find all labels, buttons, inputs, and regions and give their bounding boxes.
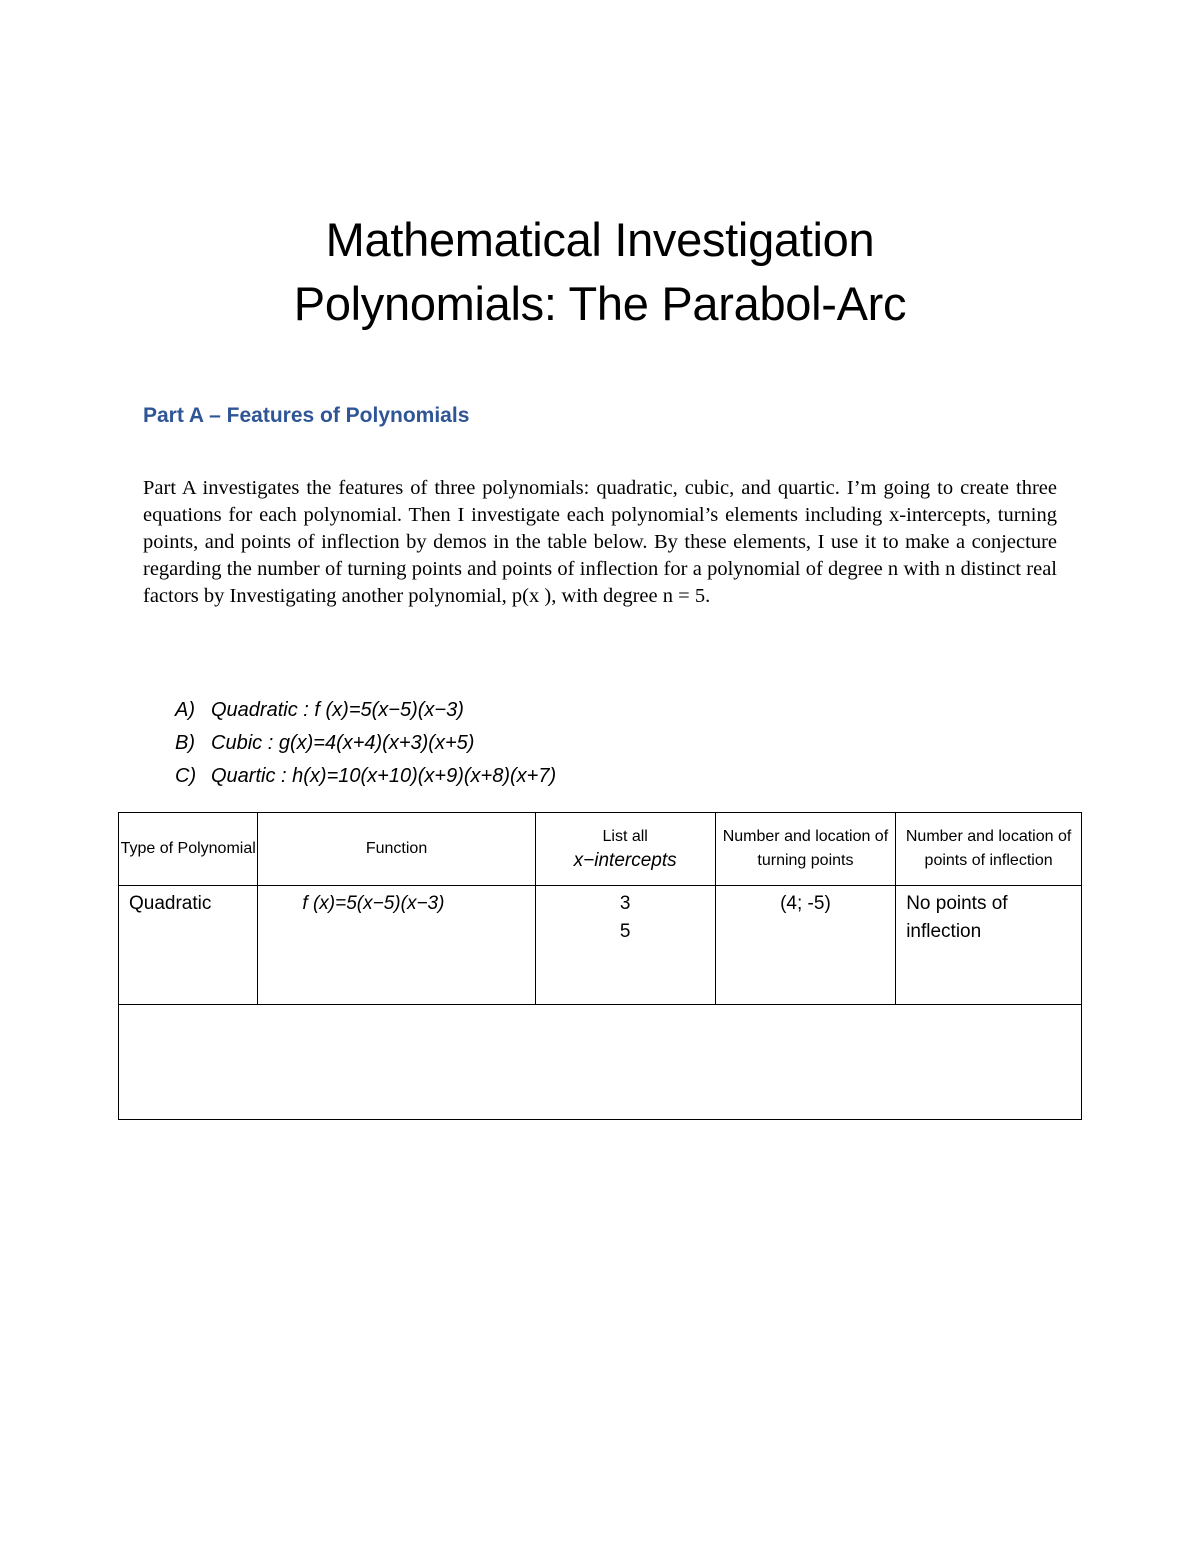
function-name: Quartic (211, 765, 276, 787)
empty-cell (119, 1005, 1082, 1120)
function-name: Quadratic (211, 699, 298, 721)
function-expression: : h(x)=10(x+10)(x+9)(x+8)(x+7) (281, 765, 557, 787)
x-intercept-value: 3 (619, 893, 631, 914)
features-table (118, 812, 1082, 1120)
intro-paragraph: Part A investigates the features of three polynomials: quadratic, cubic, and quartic. I’m going to create three equations for each polynomial. Then I investigate each polynomial’s elements including x-intercepts, turning points, and points of inflection by demos in the table below. By these elements, I use it to make a conjecture regarding the number of turning points and points of inflection for a polynomial of degree n with n distinct real factors by Investigating another polynomial, p(x ), with degree n = 5. (143, 477, 1057, 607)
cell-inflection: No points of inflection (896, 886, 1082, 1005)
header-list-all: List all (602, 827, 648, 845)
document-title (0, 208, 1200, 336)
cell-x-intercepts (535, 886, 715, 1005)
function-expression: : g(x)=4(x+4)(x+3)(x+5) (267, 732, 475, 754)
function-letter: C) (175, 765, 197, 787)
title-line-2: Polynomials: The Parabol-Arc (293, 277, 907, 330)
title-line-1: Mathematical Investigation (325, 213, 875, 266)
function-name: Cubic (211, 732, 263, 754)
function-list (175, 694, 556, 793)
header-turning-points: Number and location of turning points (715, 813, 895, 886)
cell-turning-points: (4; -5) (715, 886, 895, 1005)
header-x-intercepts-label: x−intercepts (573, 849, 677, 871)
cell-type: Quadratic (119, 886, 258, 1005)
cell-function: f (x)=5(x−5)(x−3) (258, 886, 535, 1005)
section-heading: Part A – Features of Polynomials (143, 404, 470, 427)
function-item-a (175, 694, 556, 727)
header-type: Type of Polynomial (119, 813, 258, 886)
table-header-row (119, 813, 1082, 886)
header-function: Function (258, 813, 535, 886)
table-row-empty (119, 1005, 1082, 1120)
header-inflection: Number and location of points of inflection (896, 813, 1082, 886)
function-item-b (175, 727, 556, 760)
table-row (119, 886, 1082, 1005)
function-letter: B) (175, 732, 195, 754)
function-item-c (175, 760, 556, 793)
header-x-intercepts (535, 813, 715, 886)
function-letter: A) (175, 699, 195, 721)
function-expression: : f (x)=5(x−5)(x−3) (303, 699, 464, 721)
x-intercept-value: 5 (619, 921, 631, 942)
